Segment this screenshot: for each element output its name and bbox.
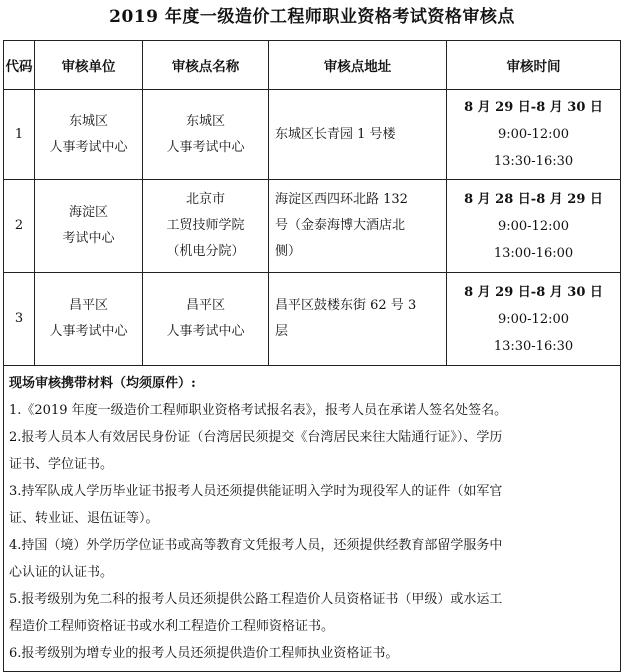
cell-site-name: 北京市 工贸技师学院 （机电分院） xyxy=(143,180,269,273)
cell-code: 2 xyxy=(4,180,35,273)
notes-line: 程造价工程师资格证书或水利工程造价工程师资格证书。 xyxy=(9,619,335,634)
notes-line: 心认证的认证书。 xyxy=(9,565,114,580)
cell-site-name: 昌平区 人事考试中心 xyxy=(143,273,269,366)
table-row xyxy=(4,90,621,180)
header-time: 审核时间 xyxy=(447,41,621,90)
notes-line: 5.报考级别为免二科的报考人员还须提供公路工程造价人员资格证书（甲级）或水运工 xyxy=(9,592,503,607)
cell-site-name: 东城区 人事考试中心 xyxy=(143,90,269,180)
cell-address: 海淀区西四环北路 132 号（金泰海博大酒店北 侧） xyxy=(269,180,447,273)
cell-time: 8 月 29 日-8 月 30 日 9:00-12:00 13:30-16:30 xyxy=(447,273,621,366)
table-row xyxy=(4,273,621,366)
header-site-name: 审核点名称 xyxy=(143,41,269,90)
cell-time: 8 月 28 日-8 月 29 日 9:00-12:00 13:00-16:00 xyxy=(447,180,621,273)
header-code: 代码 xyxy=(4,41,35,90)
materials-notes-row xyxy=(4,366,621,672)
cell-time: 8 月 29 日-8 月 30 日 9:00-12:00 13:30-16:30 xyxy=(447,90,621,180)
table-row xyxy=(4,180,621,273)
notes-line: 6.报考级别为增专业的报考人员还须提供造价工程师执业资格证书。 xyxy=(9,646,399,661)
notes-heading: 现场审核携带材料（均须原件）: xyxy=(9,376,196,391)
notes-line: 3.持军队成人学历毕业证书报考人员还须提供能证明入学时为现役军人的证件（如军官 xyxy=(9,484,503,499)
table-header-row xyxy=(4,41,621,90)
notes-line: 2.报考人员本人有效居民身份证（台湾居民须提交《台湾居民来往大陆通行证》）、学历 xyxy=(9,430,503,445)
notes-line: 1.《2019 年度一级造价工程师职业资格考试报名表》，报考人员在承诺人签名处签名。 xyxy=(9,403,508,418)
header-unit: 审核单位 xyxy=(35,41,143,90)
cell-code: 1 xyxy=(4,90,35,180)
document-title: 2019 年度一级造价工程师职业资格考试资格审核点 xyxy=(109,7,515,27)
notes-line: 证、转业证、退伍证等）。 xyxy=(9,511,159,526)
cell-unit: 东城区 人事考试中心 xyxy=(35,90,143,180)
cell-code: 3 xyxy=(4,273,35,366)
review-sites-table xyxy=(3,40,621,672)
cell-address: 昌平区鼓楼东街 62 号 3 层 xyxy=(269,273,447,366)
header-address: 审核点地址 xyxy=(269,41,447,90)
notes-line: 证书、学位证书。 xyxy=(9,457,114,472)
cell-address: 东城区长青园 1 号楼 xyxy=(269,90,447,180)
cell-unit: 昌平区 人事考试中心 xyxy=(35,273,143,366)
materials-notes xyxy=(4,366,621,672)
notes-line: 4.持国（境）外学历学位证书或高等教育文凭报考人员，还须提供经教育部留学服务中 xyxy=(9,538,503,553)
cell-unit: 海淀区 考试中心 xyxy=(35,180,143,273)
